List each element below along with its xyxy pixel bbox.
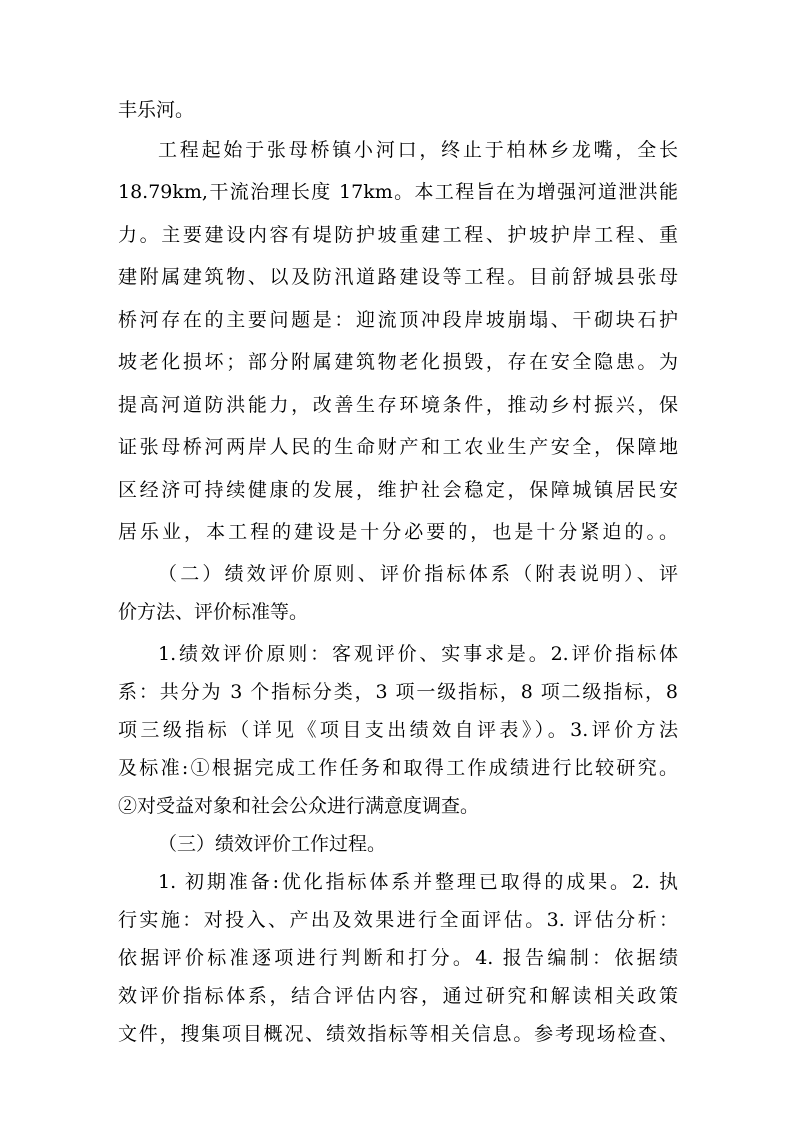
text-line: 依据评价标准逐项进行判断和打分。4. 报告编制：依据绩 [118,947,678,969]
text-line: 证张母桥河两岸人民的生命财产和工农业生产安全，保障地 [118,436,678,458]
text-line: 提高河道防洪能力，改善生存环境条件，推动乡村振兴，保 [118,394,678,416]
text-line: 居乐业，本工程的建设是十分必要的，也是十分紧迫的。。 [118,521,678,543]
text-line: ②对受益对象和社会公众进行满意度调查。 [118,795,480,817]
section-heading-continuation: 价方法、评价标准等。 [118,601,309,623]
text-line: 行实施：对投入、产出及效果进行全面评估。3. 评估分析： [118,909,678,931]
text-line: 效评价指标体系，结合评估内容，通过研究和解读相关政策 [118,985,678,1007]
text-line: 区经济可持续健康的发展，维护社会稳定，保障城镇居民安 [118,479,678,501]
section-heading: （二）绩效评价原则、评价指标体系（附表说明）、评 [158,563,678,585]
text-line: 18.79km,干流治理长度 17km。本工程旨在为增强河道泄洪能 [118,181,678,203]
text-line: 坡老化损坏；部分附属建筑物老化损毁，存在安全隐患。为 [118,351,678,373]
section-heading: （三）绩效评价工作过程。 [158,833,387,855]
text-line: 及标准:①根据完成工作任务和取得工作成绩进行比较研究。 [118,757,678,779]
paragraph-start: 1. 初期准备:优化指标体系并整理已取得的成果。2. 执 [158,871,678,893]
text-line: 力。主要建设内容有堤防护坡重建工程、护坡护岸工程、重 [118,224,678,246]
text-line: 桥河存在的主要问题是：迎流顶冲段岸坡崩塌、干砌块石护 [118,309,678,331]
text-line: 文件，搜集项目概况、绩效指标等相关信息。参考现场检查、 [118,1023,678,1045]
paragraph-start: 工程起始于张母桥镇小河口，终止于柏林乡龙嘴，全长 [158,139,678,161]
paragraph-start: 1.绩效评价原则：客观评价、实事求是。2.评价指标体 [158,643,678,665]
text-line: 系：共分为 3 个指标分类，3 项一级指标，8 项二级指标，8 [118,681,678,703]
text-line: 项三级指标（详见《项目支出绩效自评表》）。3.评价方法 [118,719,678,741]
text-line: 建附属建筑物、以及防汛道路建设等工程。目前舒城县张母 [118,266,678,288]
text-line: 丰乐河。 [118,99,195,121]
